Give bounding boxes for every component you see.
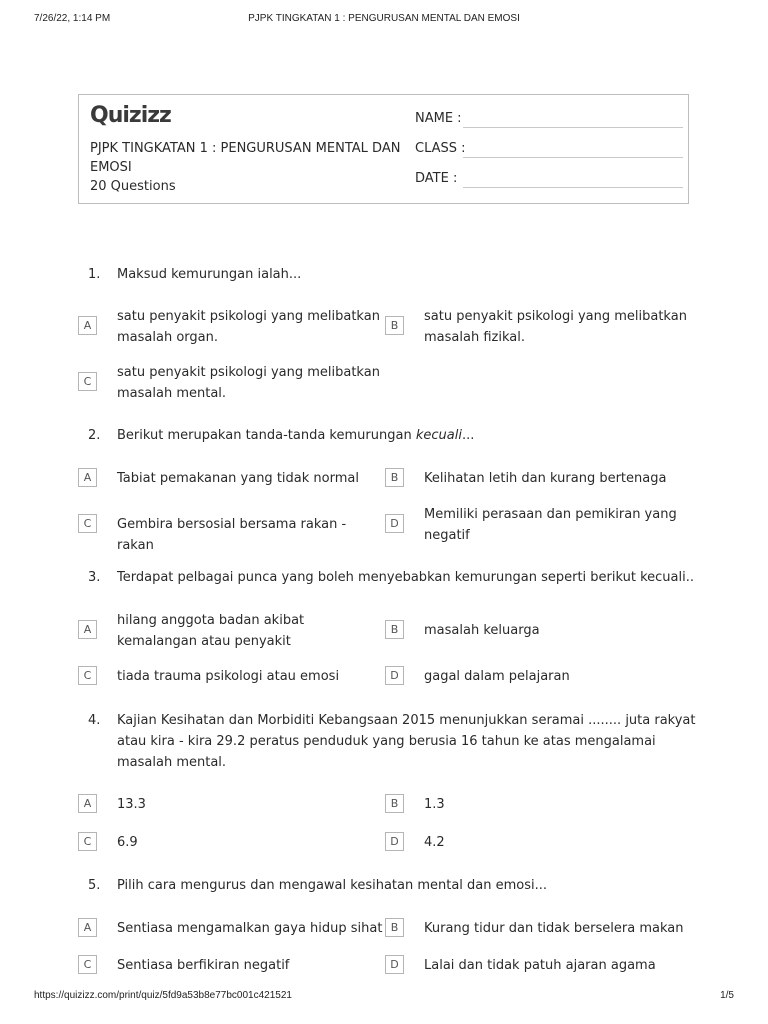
- option-letter: C: [78, 955, 97, 974]
- option-text: Lalai dan tidak patuh ajaran agama: [424, 958, 656, 973]
- quiz-header-box: [78, 94, 689, 204]
- option-letter: C: [78, 372, 97, 391]
- option-text: 4.2: [424, 835, 445, 850]
- question-text-emphasis: kecuali: [415, 428, 462, 443]
- question-text: Kajian Kesihatan dan Morbiditi Kebangsaan 2015 menunjukkan seramai ........ juta rakyat atau kira - kira 29.2 peratus penduduk yang berusia 16 tahun ke atas mengalamai masalah mental.: [117, 713, 696, 770]
- option-text: gagal dalam pelajaran: [424, 669, 570, 684]
- date-label: DATE :: [415, 171, 458, 186]
- option-letter: C: [78, 832, 97, 851]
- option-letter: B: [385, 316, 404, 335]
- question-number: 4.: [88, 713, 101, 728]
- option-letter: B: [385, 918, 404, 937]
- option-letter: C: [78, 666, 97, 685]
- name-field: [415, 111, 683, 131]
- print-footer: [34, 990, 734, 1004]
- option-letter: A: [78, 794, 97, 813]
- question-text: Pilih cara mengurus dan mengawal kesihatan mental dan emosi...: [117, 878, 548, 893]
- option-letter: B: [385, 794, 404, 813]
- question-text: Terdapat pelbagai punca yang boleh menyebabkan kemurungan seperti berikut kecuali..: [117, 570, 694, 585]
- option-text: masalah keluarga: [424, 623, 540, 638]
- quizizz-logo: Quizizz: [90, 103, 171, 128]
- question-text: Maksud kemurungan ialah...: [117, 267, 302, 282]
- option-letter: B: [385, 620, 404, 639]
- class-label: CLASS :: [415, 141, 466, 156]
- option-text: hilang anggota badan akibat kemalangan atau penyakit: [117, 613, 305, 649]
- question-count: 20 Questions: [90, 179, 176, 194]
- question-text-end: ...: [461, 428, 475, 443]
- option-text: Kelihatan letih dan kurang bertenaga: [424, 471, 667, 486]
- option-letter: B: [385, 468, 404, 487]
- question-text: [117, 425, 697, 446]
- print-header: [34, 13, 734, 27]
- question-number: 1.: [88, 267, 101, 282]
- option-letter: D: [385, 666, 404, 685]
- page-number: 1/5: [720, 990, 734, 1001]
- option-text: Kurang tidur dan tidak berselera makan: [424, 921, 684, 936]
- print-datetime: 7/26/22, 1:14 PM: [34, 13, 111, 24]
- print-title: PJPK TINGKATAN 1 : PENGURUSAN MENTAL DAN EMOSI: [248, 13, 520, 24]
- option-text: satu penyakit psikologi yang melibatkan masalah mental.: [117, 365, 380, 401]
- option-letter: A: [78, 620, 97, 639]
- date-field: [415, 171, 683, 191]
- option-text: tiada trauma psikologi atau emosi: [117, 669, 340, 684]
- name-label: NAME :: [415, 111, 462, 126]
- option-text: Tabiat pemakanan yang tidak normal: [117, 471, 359, 486]
- option-letter: A: [78, 316, 97, 335]
- option-text: satu penyakit psikologi yang melibatkan masalah organ.: [117, 309, 380, 345]
- question-number: 2.: [88, 428, 101, 443]
- name-line: [463, 127, 683, 128]
- option-letter: D: [385, 514, 404, 533]
- option-letter: D: [385, 832, 404, 851]
- option-text: 6.9: [117, 835, 138, 850]
- option-text: Sentiasa berfikiran negatif: [117, 958, 290, 973]
- question-text-main: Berikut merupakan tanda-tanda kemurungan: [117, 428, 416, 443]
- class-field: [415, 141, 683, 161]
- question-number: 5.: [88, 878, 101, 893]
- option-text: Sentiasa mengamalkan gaya hidup sihat: [117, 921, 383, 936]
- option-text: Gembira bersosial bersama rakan - rakan: [117, 517, 347, 553]
- quiz-title: PJPK TINGKATAN 1 : PENGURUSAN MENTAL DAN EMOSI: [90, 141, 401, 175]
- option-text: 1.3: [424, 797, 445, 812]
- class-line: [463, 157, 683, 158]
- option-letter: D: [385, 955, 404, 974]
- question-number: 3.: [88, 570, 101, 585]
- date-line: [463, 187, 683, 188]
- option-letter: A: [78, 468, 97, 487]
- quiz-url-link[interactable]: https://quizizz.com/print/quiz/5fd9a53b8e77bc001c421521: [34, 990, 292, 1001]
- option-letter: C: [78, 514, 97, 533]
- option-text: satu penyakit psikologi yang melibatkan masalah fizikal.: [424, 309, 687, 345]
- option-text: Memiliki perasaan dan pemikiran yang negatif: [424, 507, 677, 543]
- option-letter: A: [78, 918, 97, 937]
- option-text: 13.3: [117, 797, 146, 812]
